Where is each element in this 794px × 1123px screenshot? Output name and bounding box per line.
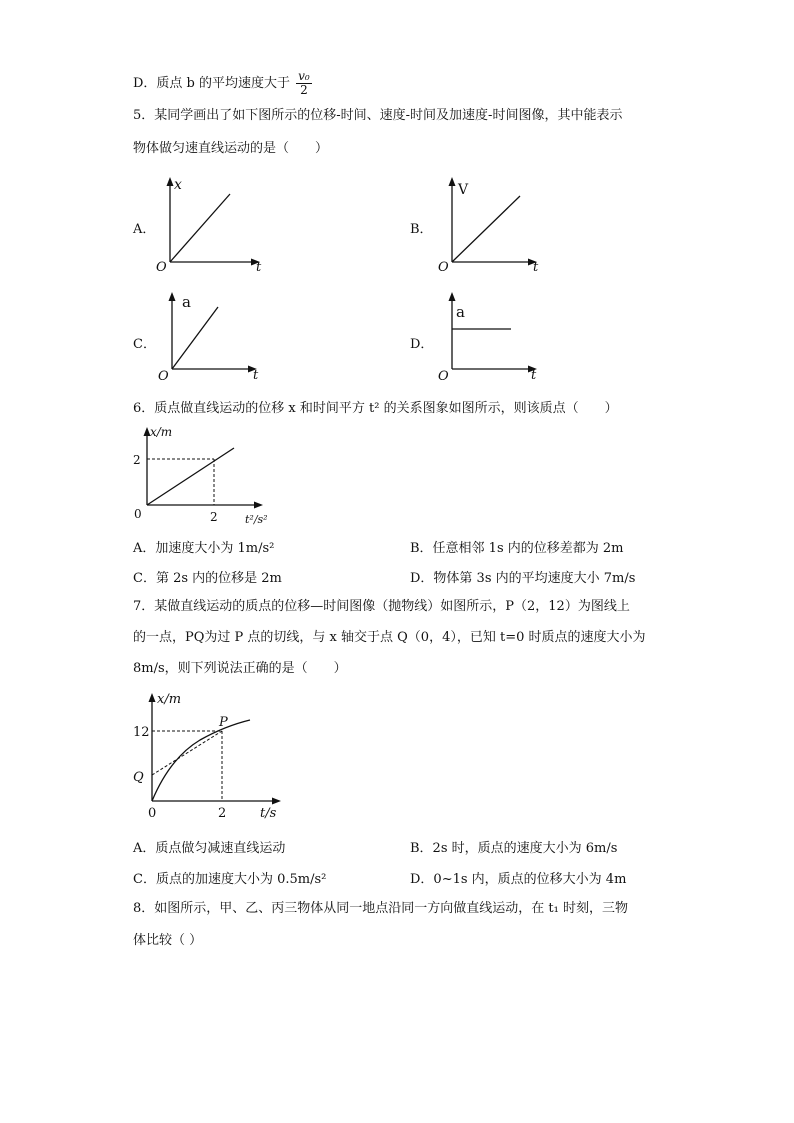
q7-stem-line3: 8m/s，则下列说法正确的是（ ）: [133, 661, 347, 676]
parabola-curve: [152, 720, 250, 801]
x-axis-label: t: [533, 260, 539, 275]
y-axis-label: x/m: [157, 692, 182, 707]
origin-label: 0: [134, 507, 142, 521]
plot-line: [172, 307, 218, 369]
q7-option-c: C．质点的加速度大小为 0.5m/s²: [133, 872, 327, 887]
tangent-line-pq: [152, 731, 222, 775]
q6-option-c: C．第 2s 内的位移是 2m: [133, 571, 282, 586]
q4-option-d-text: D．质点 b 的平均速度大于: [133, 76, 291, 91]
plot-line: [147, 448, 234, 505]
y-axis-arrow: [449, 292, 456, 301]
origin-label: O: [438, 260, 449, 275]
y-axis-arrow: [169, 292, 176, 301]
x-axis-label: t: [531, 368, 537, 383]
x-tick-label: 2: [218, 806, 227, 821]
q5-graph-a: [150, 172, 270, 277]
origin-label: O: [156, 260, 167, 275]
y-axis-arrow: [449, 177, 456, 186]
y-axis-label: x: [174, 177, 182, 193]
q7-option-a: A．质点做匀减速直线运动: [133, 841, 286, 856]
q6-option-d: D．物体第 3s 内的平均速度大小 7m/s: [410, 571, 636, 586]
q7-stem-line2: 的一点，PQ为过 P 点的切线，与 x 轴交于点 Q（0，4），已知 t=0 时质点的速度大小为: [133, 630, 646, 645]
q5-option-c-label: C．: [133, 337, 156, 352]
q6-stem: 6．质点做直线运动的位移 x 和时间平方 t² 的关系图象如图所示，则该质点（ ）: [133, 401, 618, 416]
fraction-numerator: v₀: [298, 69, 310, 83]
q6-graph: [130, 422, 280, 527]
plot-line: [170, 194, 230, 262]
y-tick-label: 12: [133, 725, 150, 740]
q7-option-b: B．2s 时，质点的速度大小为 6m/s: [410, 841, 618, 856]
q4-option-d-fraction: [296, 70, 312, 97]
q5-option-a-label: A．: [133, 222, 156, 237]
q7-graph: [130, 688, 290, 823]
q5-option-d-label: D．: [410, 337, 434, 352]
q5-graph-b: [432, 172, 552, 277]
origin-label: O: [158, 369, 169, 384]
q5-graph-d: [432, 287, 552, 392]
q5-stem-line2: 物体做匀速直线运动的是（ ）: [133, 141, 329, 156]
y-axis-label: x/m: [150, 425, 173, 439]
q8-stem-line1: 8．如图所示，甲、乙、丙三物体从同一地点沿同一方向做直线运动，在 t₁ 时刻，三物: [133, 901, 628, 916]
x-axis-label: t²/s²: [245, 513, 268, 526]
q5-stem-line1: 5．某同学画出了如下图所示的位移-时间、速度-时间及加速度-时间图像，其中能表示: [133, 108, 623, 123]
y-axis-label: a: [182, 293, 191, 311]
x-axis-label: t/s: [260, 806, 277, 821]
q6-option-b: B．任意相邻 1s 内的位移差都为 2m: [410, 541, 624, 556]
x-axis-arrow: [254, 502, 263, 509]
fraction-denominator: 2: [300, 83, 308, 97]
origin-label: 0: [148, 806, 157, 821]
y-axis-label: a: [456, 303, 465, 321]
y-tick-label: 2: [133, 453, 141, 467]
x-axis-label: t: [253, 368, 259, 383]
q7-stem-line1: 7．某做直线运动的质点的位移—时间图像（抛物线）如图所示，P（2，12）为图线上: [133, 599, 630, 614]
point-q-label: Q: [133, 770, 144, 785]
y-axis-arrow: [149, 693, 156, 702]
x-axis-arrow: [272, 798, 281, 805]
q4-option-d: [133, 70, 312, 97]
y-axis-label: V: [458, 182, 469, 198]
q8-stem-line2: 体比较（ ）: [133, 933, 203, 948]
point-p-label: P: [219, 715, 228, 730]
y-axis-arrow: [167, 177, 174, 186]
origin-label: O: [438, 369, 449, 384]
q6-option-a: A．加速度大小为 1m/s²: [133, 541, 275, 556]
plot-line: [452, 196, 520, 262]
q5-option-b-label: B．: [410, 222, 433, 237]
x-axis-label: t: [256, 260, 262, 275]
q5-graph-c: [152, 287, 272, 392]
q7-option-d: D．0~1s 内，质点的位移大小为 4m: [410, 872, 627, 887]
x-tick-label: 2: [210, 510, 218, 524]
